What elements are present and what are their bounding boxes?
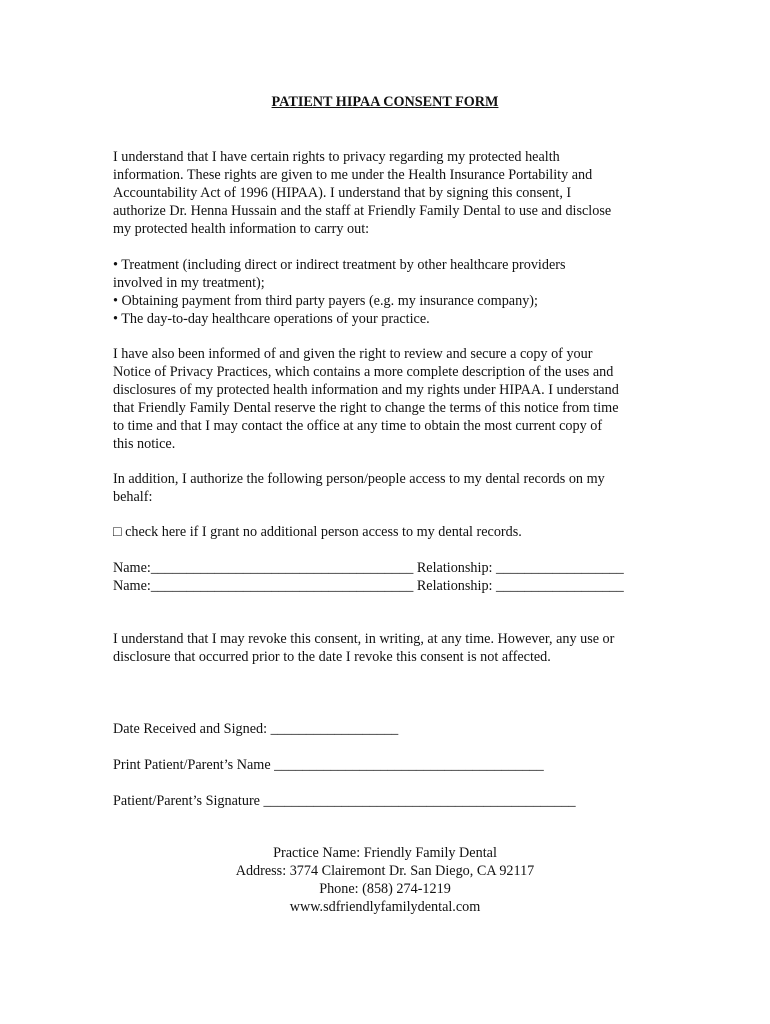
practice-address: Address: 3774 Clairemont Dr. San Diego, CA 92117 — [235, 863, 535, 879]
intro-line: my protected health information to carry out: — [113, 221, 370, 237]
bullet-line: • The day-to-day healthcare operations of your practice. — [113, 311, 430, 327]
revoke-line: disclosure that occurred prior to the date I revoke this consent is not affected. — [113, 649, 551, 665]
signature-field[interactable]: Patient/Parent’s Signature ____________________________________________ — [113, 793, 576, 809]
practice-phone: Phone: (858) 274-1219 — [319, 881, 451, 897]
no-additional-access-checkbox[interactable]: □ check here if I grant no additional person access to my dental records. — [113, 524, 522, 540]
bullet-line: • Treatment (including direct or indirect treatment by other healthcare providers — [113, 257, 566, 273]
revoke-line: I understand that I may revoke this consent, in writing, at any time. However, any use or — [113, 631, 615, 647]
intro-line: information. These rights are given to me under the Health Insurance Portability and — [113, 167, 593, 183]
authorize-line: behalf: — [113, 489, 153, 505]
bullet-line: • Obtaining payment from third party payers (e.g. my insurance company); — [113, 293, 538, 309]
privacy-line: that Friendly Family Dental reserve the right to change the terms of this notice from time — [113, 400, 619, 416]
intro-line: Accountability Act of 1996 (HIPAA). I understand that by signing this consent, I — [113, 185, 572, 201]
practice-name: Practice Name: Friendly Family Dental — [273, 845, 497, 861]
intro-line: I understand that I have certain rights to privacy regarding my protected health — [113, 149, 560, 165]
name-relationship-field[interactable]: Name:_____________________________________ Relationship: __________________ — [113, 578, 624, 594]
practice-website: www.sdfriendlyfamilydental.com — [289, 899, 481, 915]
date-signed-field[interactable]: Date Received and Signed: __________________ — [113, 721, 399, 737]
privacy-line: disclosures of my protected health information and my rights under HIPAA. I understand — [113, 382, 619, 398]
privacy-line: I have also been informed of and given the right to review and secure a copy of your — [113, 346, 593, 362]
privacy-line: this notice. — [113, 436, 176, 452]
intro-line: authorize Dr. Henna Hussain and the staff at Friendly Family Dental to use and disclose — [113, 203, 612, 219]
print-name-field[interactable]: Print Patient/Parent’s Name ______________________________________ — [113, 757, 544, 773]
name-relationship-field[interactable]: Name:_____________________________________ Relationship: __________________ — [113, 560, 624, 576]
form-title: PATIENT HIPAA CONSENT FORM — [271, 94, 499, 110]
privacy-line: Notice of Privacy Practices, which contains a more complete description of the uses and — [113, 364, 614, 380]
authorize-line: In addition, I authorize the following person/people access to my dental records on my — [113, 471, 605, 487]
privacy-line: to time and that I may contact the office at any time to obtain the most current copy of — [113, 418, 603, 434]
bullet-line: involved in my treatment); — [113, 275, 265, 291]
